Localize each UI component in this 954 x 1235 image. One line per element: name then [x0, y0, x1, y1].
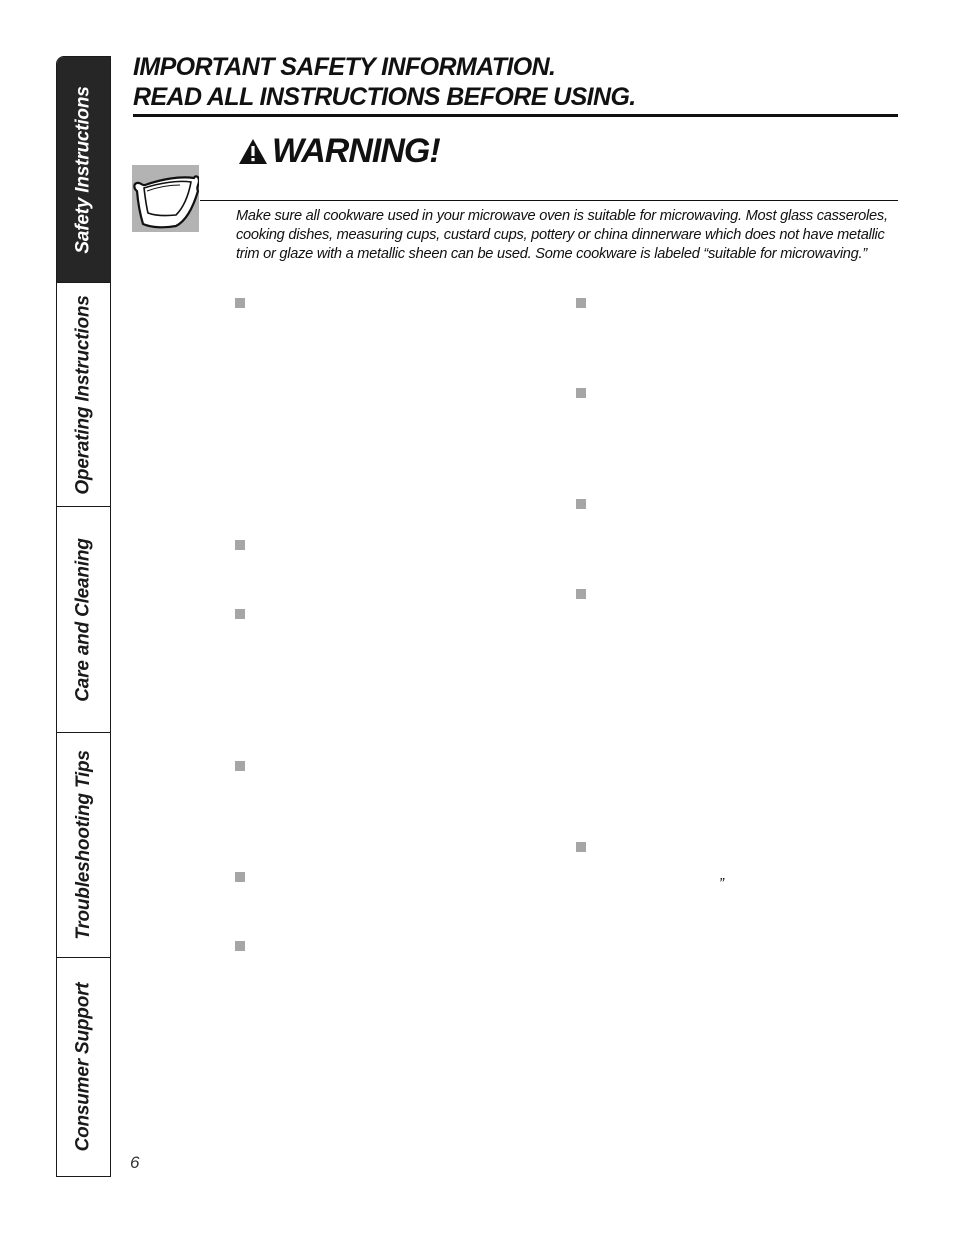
- bullet-marker: [235, 298, 245, 308]
- bullet-marker: [576, 388, 586, 398]
- tab-label: Care and Cleaning: [72, 537, 94, 702]
- cookware-intro-text: Make sure all cookware used in your microwave oven is suitable for microwaving. Most glass casseroles, cooking dishes, measuring cups, custard cups, pottery or china dinnerware which does not have metallic trim or glaze with a metallic sheen can be used. Some cookware is labeled “suitable for microwaving.”: [236, 208, 888, 262]
- tab-troubleshooting-tips[interactable]: [57, 733, 110, 958]
- section-tabs: [56, 56, 111, 1177]
- page-title-line-2: READ ALL INSTRUCTIONS BEFORE USING.: [133, 83, 636, 111]
- bullet-marker: [235, 609, 245, 619]
- bullet-marker: [235, 761, 245, 771]
- bullet-marker: [576, 842, 586, 852]
- bullet-marker: [576, 499, 586, 509]
- page-number: 6: [130, 1153, 140, 1172]
- tab-label: Operating Instructions: [72, 294, 94, 495]
- page-title: [133, 52, 898, 117]
- page-title-line-1: IMPORTANT SAFETY INFORMATION.: [133, 53, 556, 81]
- warning-text: WARNING!: [272, 132, 440, 170]
- closing-quote-mark: ”: [719, 875, 724, 892]
- bullet-marker: [235, 540, 245, 550]
- bullet-marker: [235, 872, 245, 882]
- tab-operating-instructions[interactable]: [57, 283, 110, 507]
- casserole-dish-icon: [132, 165, 199, 232]
- tab-label: Safety Instructions: [72, 85, 94, 254]
- tab-label: Troubleshooting Tips: [72, 750, 94, 940]
- tab-label: Consumer Support: [72, 982, 94, 1152]
- warning-triangle-icon: [238, 138, 268, 165]
- tab-care-and-cleaning[interactable]: [57, 507, 110, 733]
- bullet-marker: [576, 298, 586, 308]
- warning-heading: [238, 132, 440, 171]
- bullet-marker: [576, 589, 586, 599]
- warning-divider: [200, 200, 898, 201]
- bullet-marker: [235, 941, 245, 951]
- tab-consumer-support[interactable]: [57, 958, 110, 1176]
- tab-safety-instructions[interactable]: [57, 57, 110, 283]
